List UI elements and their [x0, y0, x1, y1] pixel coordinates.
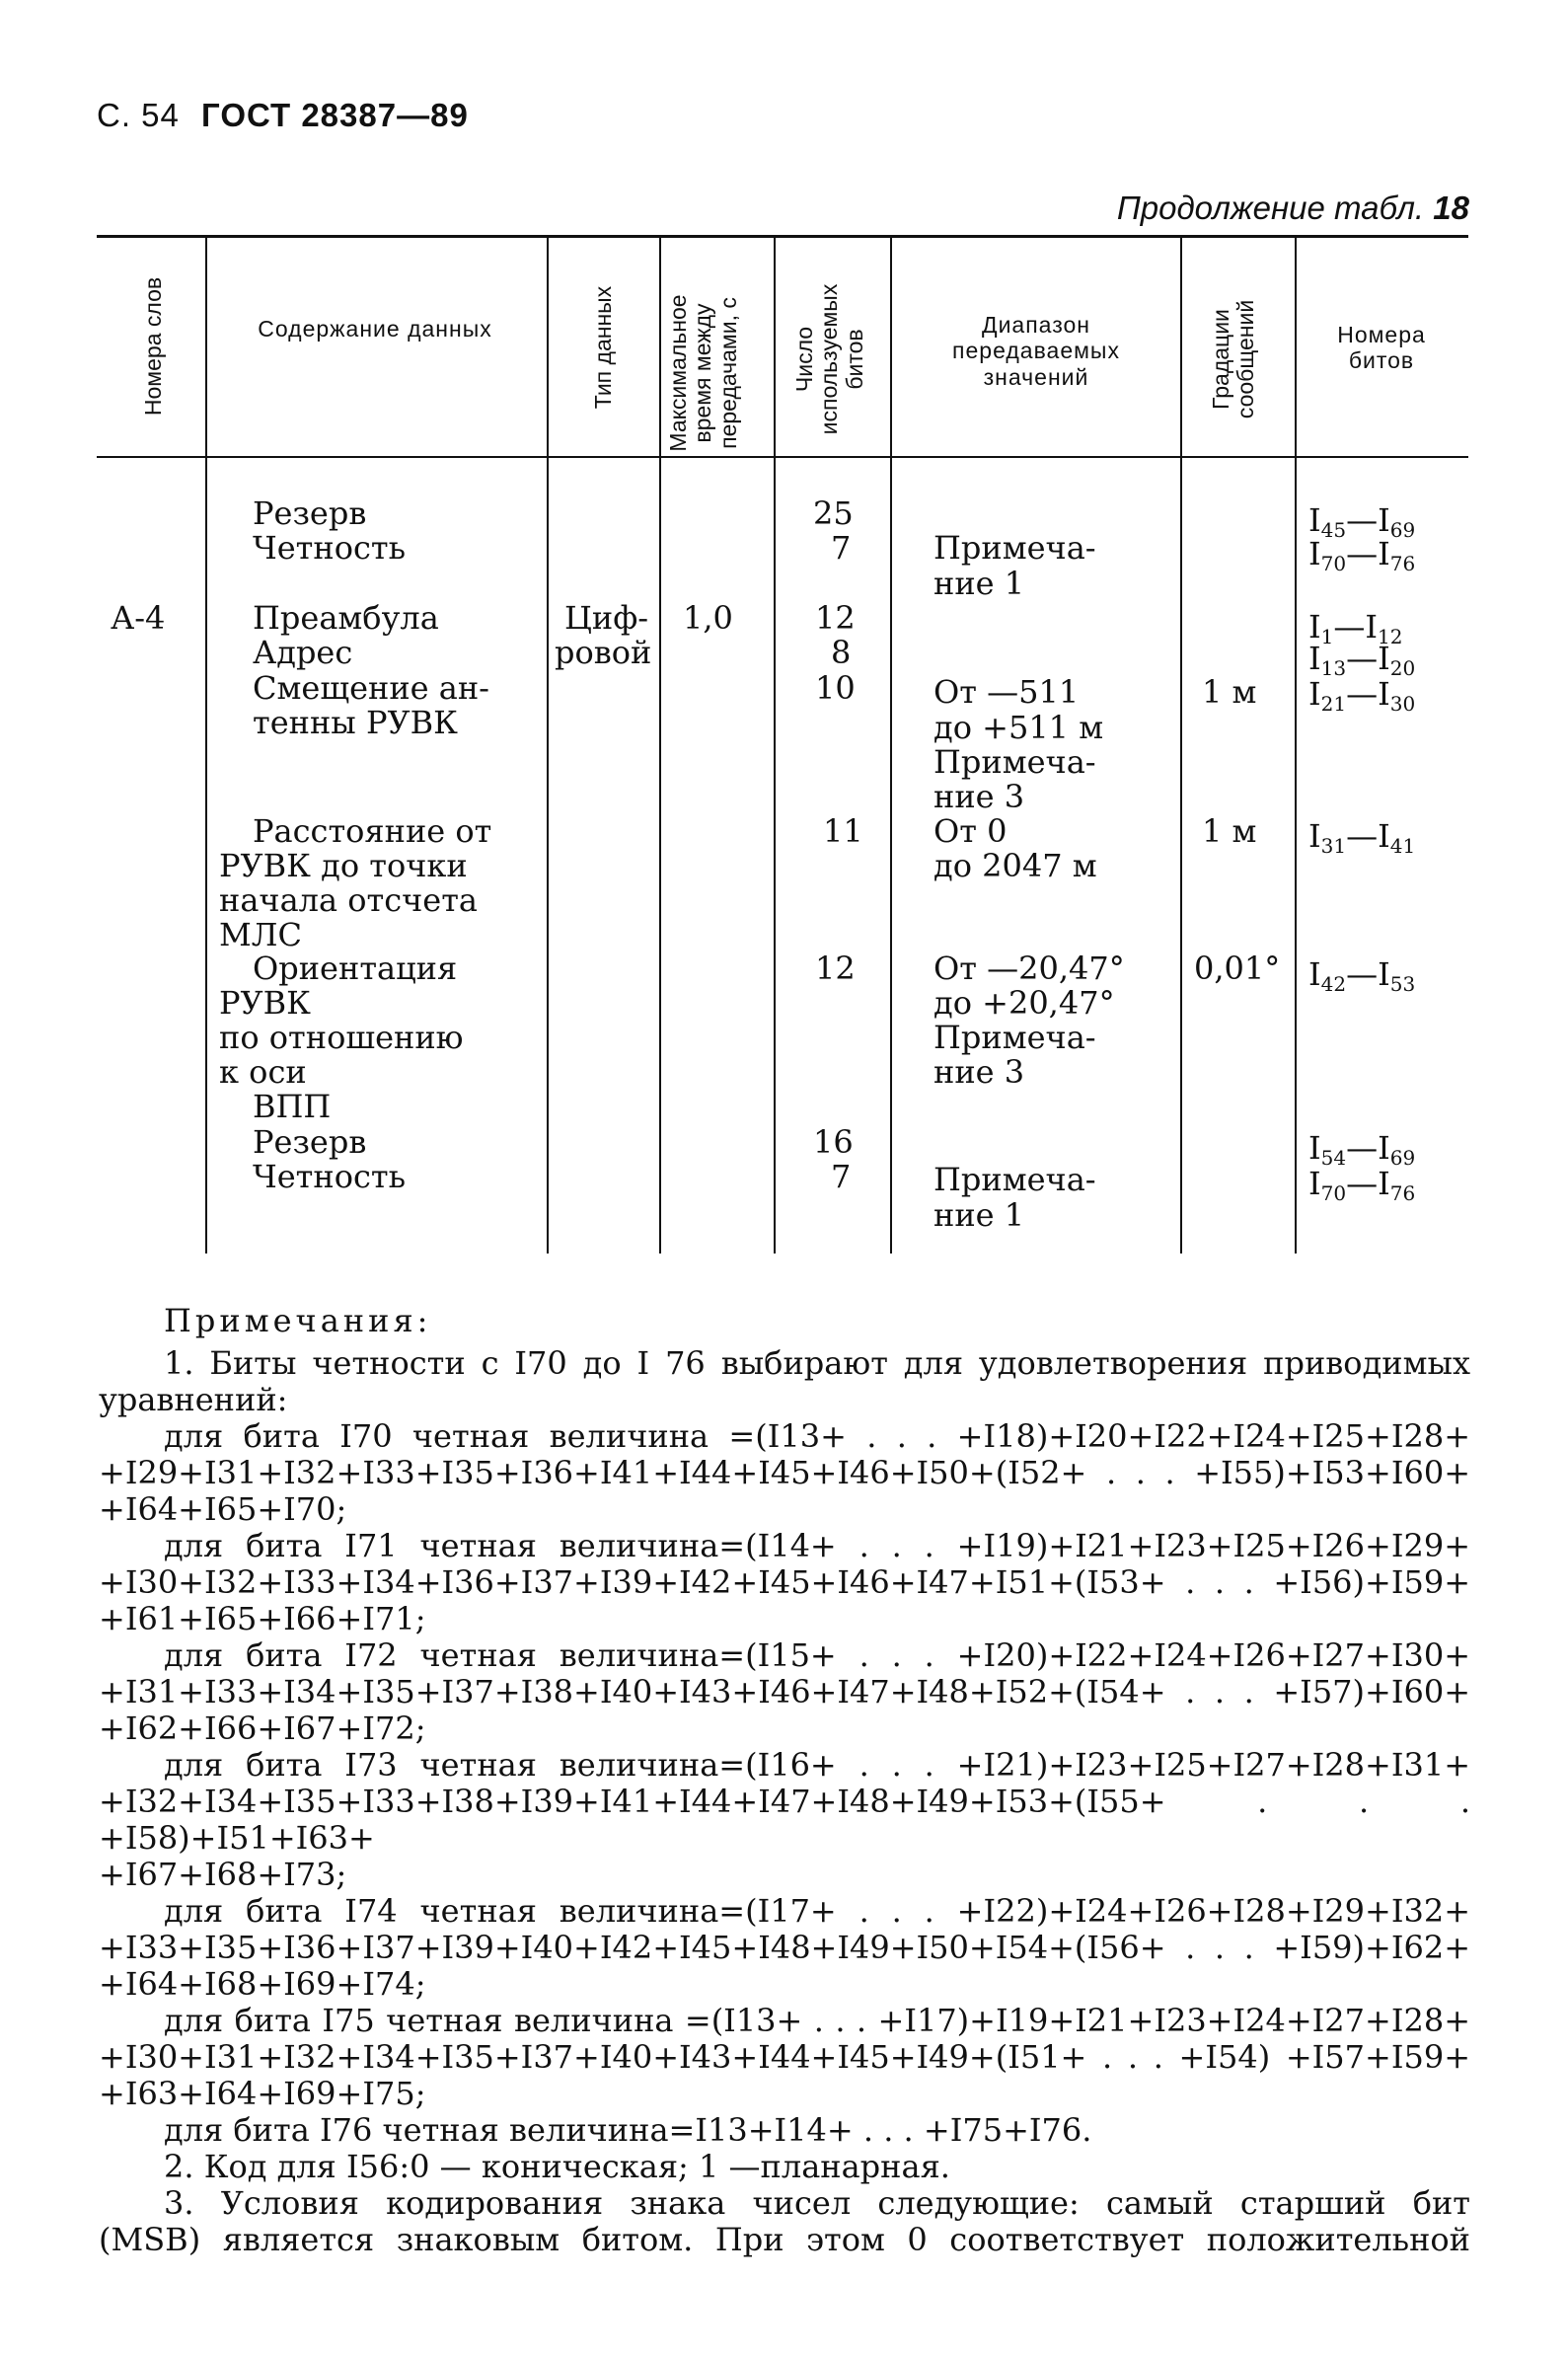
col-header-content	[237, 316, 513, 342]
content-cell: по отношению	[219, 1019, 464, 1056]
range-cell: ние 3	[933, 778, 1025, 815]
eq-73-line: для бита I73 четная величина=(I16+ . . . +I21)+I23+I25+I27+I28+I31+	[164, 1746, 1470, 1784]
eq-75-line: для бита I75 четная величина =(I13+ . . . +I17)+I19+I21+I23+I24+I27+I28+	[164, 2002, 1470, 2039]
header-divider	[890, 238, 892, 456]
bits-cell: 12	[815, 950, 856, 987]
body-divider	[890, 458, 892, 1254]
note-3-line: (MSB) является знаковым битом. При этом 0 соответствует положительной	[99, 2221, 1470, 2258]
col-header-content-text: Содержание данных	[258, 316, 492, 342]
eq-76-line: для бита I76 четная величина=I13+I14+ . . . +I75+I76.	[164, 2111, 1092, 2149]
range-cell: От 0	[933, 812, 1008, 850]
table-number: 18	[1433, 190, 1469, 226]
bits-cell: 7	[831, 529, 852, 567]
col-header-bit-nos	[1303, 322, 1460, 374]
eq-73-line: +I32+I34+I35+I33+I38+I39+I41+I44+I47+I48+I49+I53+(I55+ . . . +I58)+I51+I63+	[99, 1783, 1470, 1857]
eq-71-line: для бита I71 четная величина=(I14+ . . . +I19)+I21+I23+I25+I26+I29+	[164, 1527, 1470, 1564]
header-divider	[774, 238, 776, 456]
bits-cell: 7	[831, 1158, 852, 1195]
eq-72-line: +I62+I66+I67+I72;	[99, 1710, 426, 1747]
content-cell: Преамбула	[253, 599, 439, 637]
range-cell: От —20,47°	[933, 950, 1125, 987]
eq-74-line: +I64+I68+I69+I74;	[99, 1965, 426, 2003]
eq-71-line: +I30+I32+I33+I34+I36+I37+I39+I42+I45+I46+I47+I51+(I53+ . . . +I56)+I59+	[99, 1563, 1470, 1601]
bitnos-cell: $I_{13}—I_{20}$	[1308, 640, 1416, 680]
eq-73-line: +I67+I68+I73;	[99, 1856, 347, 1893]
bitnos-cell: $I_{42}—I_{53}$	[1308, 955, 1416, 996]
range-cell: Примеча-	[933, 743, 1096, 781]
content-cell: Ориентация	[253, 950, 458, 987]
eq-75-line: +I30+I31+I32+I34+I35+I37+I40+I43+I44+I45+I49+(I51+ . . . +I54) +I57+I59+	[99, 2038, 1470, 2076]
bitnos-cell: $I_{31}—I_{41}$	[1308, 817, 1416, 858]
content-cell: Смещение ан-	[253, 669, 489, 707]
eq-71-line: +I61+I65+I66+I71;	[99, 1600, 426, 1637]
eq-70-line: для бита I70 четная величина =(I13+ . . . +I18)+I20+I22+I24+I25+I28+	[164, 1417, 1470, 1455]
range-cell: Примеча-	[933, 529, 1096, 567]
gradation-cell: 1 м	[1202, 812, 1257, 850]
continuation-text: Продолжение табл.	[1116, 190, 1425, 226]
data-type-line2: ровой	[555, 634, 652, 671]
header-divider	[1295, 238, 1297, 456]
note-2: 2. Код для I56:0 — коническая; 1 —планарная.	[164, 2148, 950, 2185]
note-1-intro: 1. Биты четности с I70 до I 76 выбирают для удовлетворения приводимых	[164, 1344, 1470, 1382]
content-cell: Адрес	[253, 634, 353, 671]
eq-72-line: для бита I72 четная величина=(I15+ . . . +I20)+I22+I24+I26+I27+I30+	[164, 1636, 1470, 1674]
gradation-cell: 1 м	[1202, 673, 1257, 711]
range-cell: ние 1	[933, 1196, 1025, 1234]
col-header-gradation-text: Градации сообщений	[1208, 299, 1259, 419]
note-3-line: 3. Условия кодирования знака чисел следующие: самый старший бит	[164, 2184, 1470, 2222]
content-cell: Четность	[253, 529, 407, 567]
gradation-cell: 0,01°	[1194, 950, 1281, 987]
col-header-bits-used	[792, 277, 871, 441]
max-time-value: 1,0	[683, 599, 733, 637]
col-header-bit-nos-text: Номера битов	[1337, 322, 1426, 374]
col-header-gradation	[1209, 285, 1268, 433]
col-header-max-time-text: Максимальное время между передачами, с	[665, 294, 741, 452]
content-cell: Четность	[253, 1158, 407, 1195]
range-cell: ние 1	[933, 565, 1025, 602]
col-header-range	[908, 312, 1164, 390]
header-divider	[1180, 238, 1182, 456]
eq-70-line: +I29+I31+I32+I33+I35+I36+I41+I44+I45+I46+I50+(I52+ . . . +I55)+I53+I60+	[99, 1454, 1470, 1491]
content-cell: ВПП	[253, 1088, 332, 1125]
eq-74-line: для бита I74 четная величина=(I17+ . . . +I22)+I24+I26+I28+I29+I32+	[164, 1892, 1470, 1930]
data-type-line1: Циф-	[564, 599, 649, 637]
bitnos-cell: $I_{70}—I_{76}$	[1308, 535, 1416, 575]
content-cell: начала отсчета	[219, 881, 478, 919]
col-header-bits-used-text: Число используемых битов	[791, 283, 867, 435]
body-divider	[774, 458, 776, 1254]
content-cell: к оси	[219, 1053, 307, 1091]
notes-title: Примечания:	[164, 1302, 432, 1339]
bitnos-cell: $I_{70}—I_{76}$	[1308, 1165, 1416, 1205]
range-cell: ние 3	[933, 1053, 1025, 1091]
page-header	[97, 97, 469, 134]
range-cell: Примеча-	[933, 1161, 1096, 1198]
eq-75-line: +I63+I64+I69+I75;	[99, 2075, 426, 2112]
body-divider	[205, 458, 207, 1254]
range-cell: Примеча-	[933, 1019, 1096, 1056]
bits-cell: 8	[831, 634, 852, 671]
bitnos-cell: $I_1—I_{12}$	[1308, 608, 1403, 648]
header-divider	[205, 238, 207, 456]
content-cell: РУВК	[219, 984, 311, 1022]
bits-cell: 12	[815, 599, 856, 637]
content-cell: Расстояние от	[253, 812, 492, 850]
bitnos-cell: $I_{54}—I_{69}$	[1308, 1129, 1416, 1170]
bits-cell: 25	[813, 494, 854, 532]
table-header-rule	[97, 456, 1468, 458]
bitnos-cell: $I_{21}—I_{30}$	[1308, 675, 1416, 716]
eq-74-line: +I33+I35+I36+I37+I39+I40+I42+I45+I48+I49+I50+I54+(I56+ . . . +I59)+I62+	[99, 1929, 1470, 1966]
bits-cell: 16	[813, 1123, 854, 1161]
table-continuation	[1117, 190, 1469, 227]
standard-code: ГОСТ 28387—89	[201, 97, 469, 133]
body-divider	[1180, 458, 1182, 1254]
page-number: С. 54	[97, 97, 180, 133]
notes-section	[99, 1303, 1470, 2258]
header-divider	[659, 238, 661, 456]
range-cell: до 2047 м	[933, 847, 1097, 884]
range-cell: От —511	[933, 673, 1080, 711]
content-cell: Резерв	[253, 1123, 367, 1161]
body-divider	[547, 458, 549, 1254]
col-header-range-text: Диапазон передаваемых значений	[952, 312, 1120, 390]
eq-72-line: +I31+I33+I34+I35+I37+I38+I40+I43+I46+I47+I48+I52+(I54+ . . . +I57)+I60+	[99, 1673, 1470, 1710]
bits-cell: 10	[815, 669, 856, 707]
bitnos-cell: $I_{45}—I_{69}$	[1308, 501, 1416, 542]
range-cell: до +20,47°	[933, 984, 1115, 1022]
col-header-data-type: Тип данных	[590, 285, 616, 410]
col-header-max-time	[666, 268, 749, 478]
content-cell: тенны РУВК	[253, 704, 458, 741]
content-cell: МЛС	[219, 916, 302, 953]
header-divider	[547, 238, 549, 456]
range-cell: до +511 м	[933, 709, 1104, 746]
col-header-word-no: Номера слов	[140, 276, 166, 417]
note-1-intro-cont: уравнений:	[99, 1381, 288, 1418]
word-number: А-4	[111, 599, 166, 637]
body-divider	[659, 458, 661, 1254]
content-cell: Резерв	[253, 494, 367, 532]
content-cell: РУВК до точки	[219, 847, 468, 884]
table-top-rule	[97, 235, 1468, 238]
eq-70-line: +I64+I65+I70;	[99, 1490, 347, 1528]
bits-cell: 11	[823, 812, 863, 850]
body-divider	[1295, 458, 1297, 1254]
